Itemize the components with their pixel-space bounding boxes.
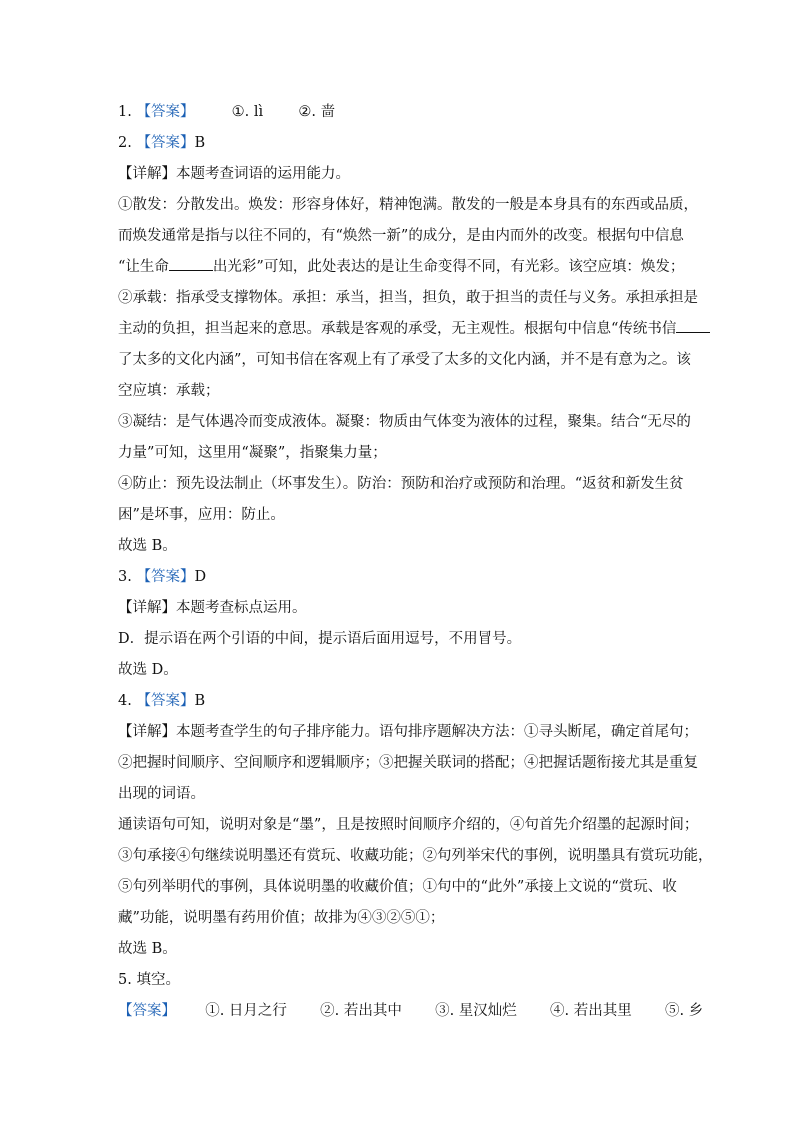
q3-answer-tag: 【答案】	[136, 569, 195, 585]
q3-answer-line	[118, 567, 206, 587]
q5-title-line	[118, 970, 180, 990]
q2-line: 了太多的文化内涵”，可知书信在客观上有了承受了太多的文化内涵，并不是有意为之。该	[118, 352, 691, 368]
q2-line: ①散发：分散发出。焕发：形容身体好，精神饱满。散发的一般是本身具有的东西或品质，	[118, 197, 698, 213]
q5-answer-tag: 【答案】	[118, 1003, 176, 1019]
q2-line	[118, 319, 710, 339]
q3-conclusion: 故选 D。	[118, 662, 178, 678]
q2-answer: B	[194, 135, 206, 151]
q5-answer-2: ②. 若出其中	[320, 1003, 402, 1019]
q4-detail-tag: 【详解】	[118, 724, 176, 740]
q2-detail-tag: 【详解】	[118, 166, 176, 182]
q2-line: 困”是坏事，应用：防止。	[118, 507, 285, 523]
q5-answer-line	[118, 1001, 703, 1021]
q5-answer-3: ③. 星汉灿烂	[435, 1003, 517, 1019]
q2-line-part: 主动的负担，担当起来的意思。承载是客观的承受，无主观性。根据句中信息“传统书信	[118, 321, 677, 337]
q5-answer-1: ①. 日月之行	[205, 1003, 287, 1019]
q5-title: 填空。	[136, 972, 180, 988]
q2-line: 空应填：承载；	[118, 383, 220, 399]
q4-line: ⑤句列举明代的事例，具体说明墨的收藏价值；①句中的“此外”承接上文说的“赏玩、收	[118, 879, 677, 895]
q4-line: 藏”功能，说明墨有药用价值；故排为④③②⑤①；	[118, 910, 445, 926]
q2-answer-line	[118, 133, 205, 153]
q2-detail-line	[118, 164, 350, 184]
q3-detail-line	[118, 598, 307, 618]
q2-line: ②承载：指承受支撑物体。承担：承当，担当，担负，敢于担当的责任与义务。承担承担是	[118, 290, 698, 306]
q5-answer-5: ⑤. 乡	[664, 1003, 704, 1019]
q4-conclusion: 故选 B。	[118, 941, 177, 957]
q4-detail-text: 本题考查学生的句子排序能力。语句排序题解决方法：①寻头断尾，确定首尾句；	[176, 724, 698, 740]
q4-line: ②把握时间顺序、空间顺序和逻辑顺序；③把握关联词的搭配；④把握话题衔接尤其是重复	[118, 755, 698, 771]
q1-answer-2: ②. 啬	[298, 104, 336, 120]
q3-detail-text: 本题考查标点运用。	[176, 600, 307, 616]
q4-answer-line	[118, 691, 205, 711]
q4-line: 通读语句可知，说明对象是“墨”，且是按照时间顺序介绍的，④句首先介绍墨的起源时间；	[118, 817, 699, 833]
q1-answer-line	[118, 102, 335, 122]
q4-line: ③句承接④句继续说明墨还有赏玩、收藏功能；②句列举宋代的事例，说明墨具有赏玩功能，	[118, 848, 713, 864]
q2-line-part: 出光彩”可知，此处表达的是让生命变得不同，有光彩。该空应填：焕发；	[212, 259, 685, 275]
fill-blank	[169, 257, 213, 271]
q3-detail-tag: 【详解】	[118, 600, 176, 616]
q2-conclusion: 故选 B。	[118, 538, 177, 554]
q2-answer-tag: 【答案】	[136, 135, 195, 151]
q4-answer: B	[194, 693, 206, 709]
q2-line: ③凝结：是气体遇冷而变成液体。凝聚：物质由气体变为液体的过程，聚集。结合“无尽的	[118, 414, 691, 430]
q4-number: 4.	[118, 693, 132, 709]
q3-line: D．提示语在两个引语的中间，提示语后面用逗号，不用冒号。	[118, 631, 522, 647]
q1-answer-tag: 【答案】	[136, 104, 195, 120]
q3-number: 3.	[118, 569, 132, 585]
q2-line: ④防止：预先设法制止（坏事发生）。防治：预防和治疗或预防和治理。“返贫和新发生贫	[118, 476, 684, 492]
q2-line: 而焕发通常是指与以往不同的，有“焕然一新”的成分，是由内而外的改变。根据句中信息	[118, 228, 684, 244]
q5-answer-4: ④. 若出其里	[550, 1003, 632, 1019]
q2-detail-text: 本题考查词语的运用能力。	[176, 166, 350, 182]
q4-line: 出现的词语。	[118, 786, 205, 802]
q4-answer-tag: 【答案】	[136, 693, 195, 709]
q1-number: 1.	[118, 104, 132, 120]
q1-answer-1: ①. lì	[231, 104, 264, 120]
q2-line	[118, 257, 684, 277]
fill-blank	[676, 319, 710, 333]
q2-line: 力量”可知，这里用“凝聚”，指聚集力量；	[118, 445, 387, 461]
q2-line-part: “让生命	[118, 259, 169, 275]
q5-number: 5.	[118, 972, 132, 988]
q2-number: 2.	[118, 135, 132, 151]
q4-detail-line	[118, 722, 698, 742]
q3-answer: D	[194, 569, 207, 585]
